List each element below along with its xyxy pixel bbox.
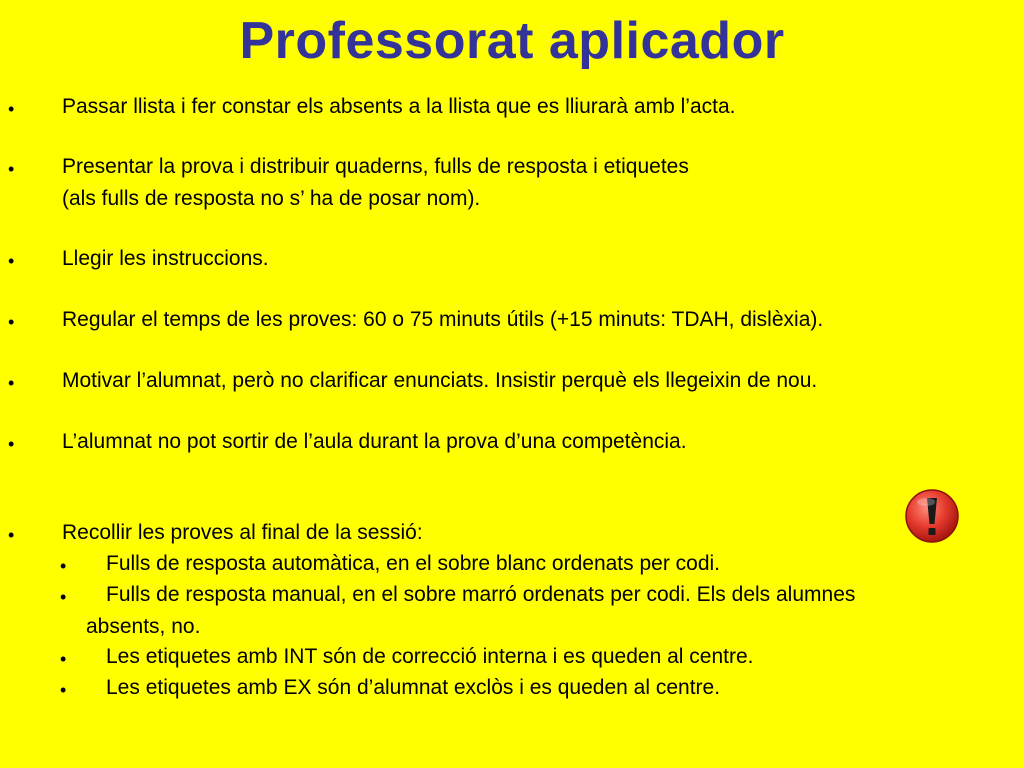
bullet-marker: •	[8, 373, 15, 393]
sub-bullet-text-int-labels: Les etiquetes amb INT són de correcció interna i es queden al centre.	[106, 645, 754, 668]
bullet-text-motivate: Motivar l’alumnat, però no clarificar enunciats. Insistir perquè els llegeixin de nou.	[62, 369, 818, 392]
bullet-text-present-test-continuation: (als fulls de resposta no s’ ha de posar nom).	[62, 187, 481, 210]
slide-title: Professorat aplicador	[239, 12, 785, 70]
sub-bullet-text-ex-labels: Les etiquetes amb EX són d’alumnat exclòs i es queden al centre.	[106, 676, 721, 699]
bullet-marker: •	[8, 159, 15, 179]
bullet-text-present-test: Presentar la prova i distribuir quaderns, fulls de resposta i etiquetes	[62, 155, 689, 178]
bullet-text-regulate-time: Regular el temps de les proves: 60 o 75 minuts útils (+15 minuts: TDAH, dislèxia).	[62, 308, 824, 331]
exclamation-icon	[904, 488, 960, 544]
bullet-marker: •	[8, 99, 15, 119]
bullet-text-read-instructions: Llegir les instruccions.	[62, 247, 269, 270]
bullet-marker: •	[8, 525, 15, 545]
sub-bullet-text-manual-sheets-continuation: absents, no.	[86, 615, 201, 638]
bullet-text-no-leaving: L’alumnat no pot sortir de l’aula durant la prova d’una competència.	[62, 430, 687, 453]
bullet-text-collect-tests: Recollir les proves al final de la sessió:	[62, 521, 423, 544]
sub-bullet-marker: •	[60, 680, 67, 700]
sub-bullet-marker: •	[60, 587, 67, 607]
sub-bullet-text-manual-sheets: Fulls de resposta manual, en el sobre marró ordenats per codi. Els dels alumnes	[106, 583, 856, 606]
sub-bullet-marker: •	[60, 649, 67, 669]
bullet-marker: •	[8, 251, 15, 271]
bullet-marker: •	[8, 312, 15, 332]
sub-bullet-marker: •	[60, 556, 67, 576]
bullet-marker: •	[8, 434, 15, 454]
bullet-text-roll-call: Passar llista i fer constar els absents a la llista que es lliurarà amb l’acta.	[62, 95, 736, 118]
sub-bullet-text-automatic-sheets: Fulls de resposta automàtica, en el sobre blanc ordenats per codi.	[106, 552, 721, 575]
